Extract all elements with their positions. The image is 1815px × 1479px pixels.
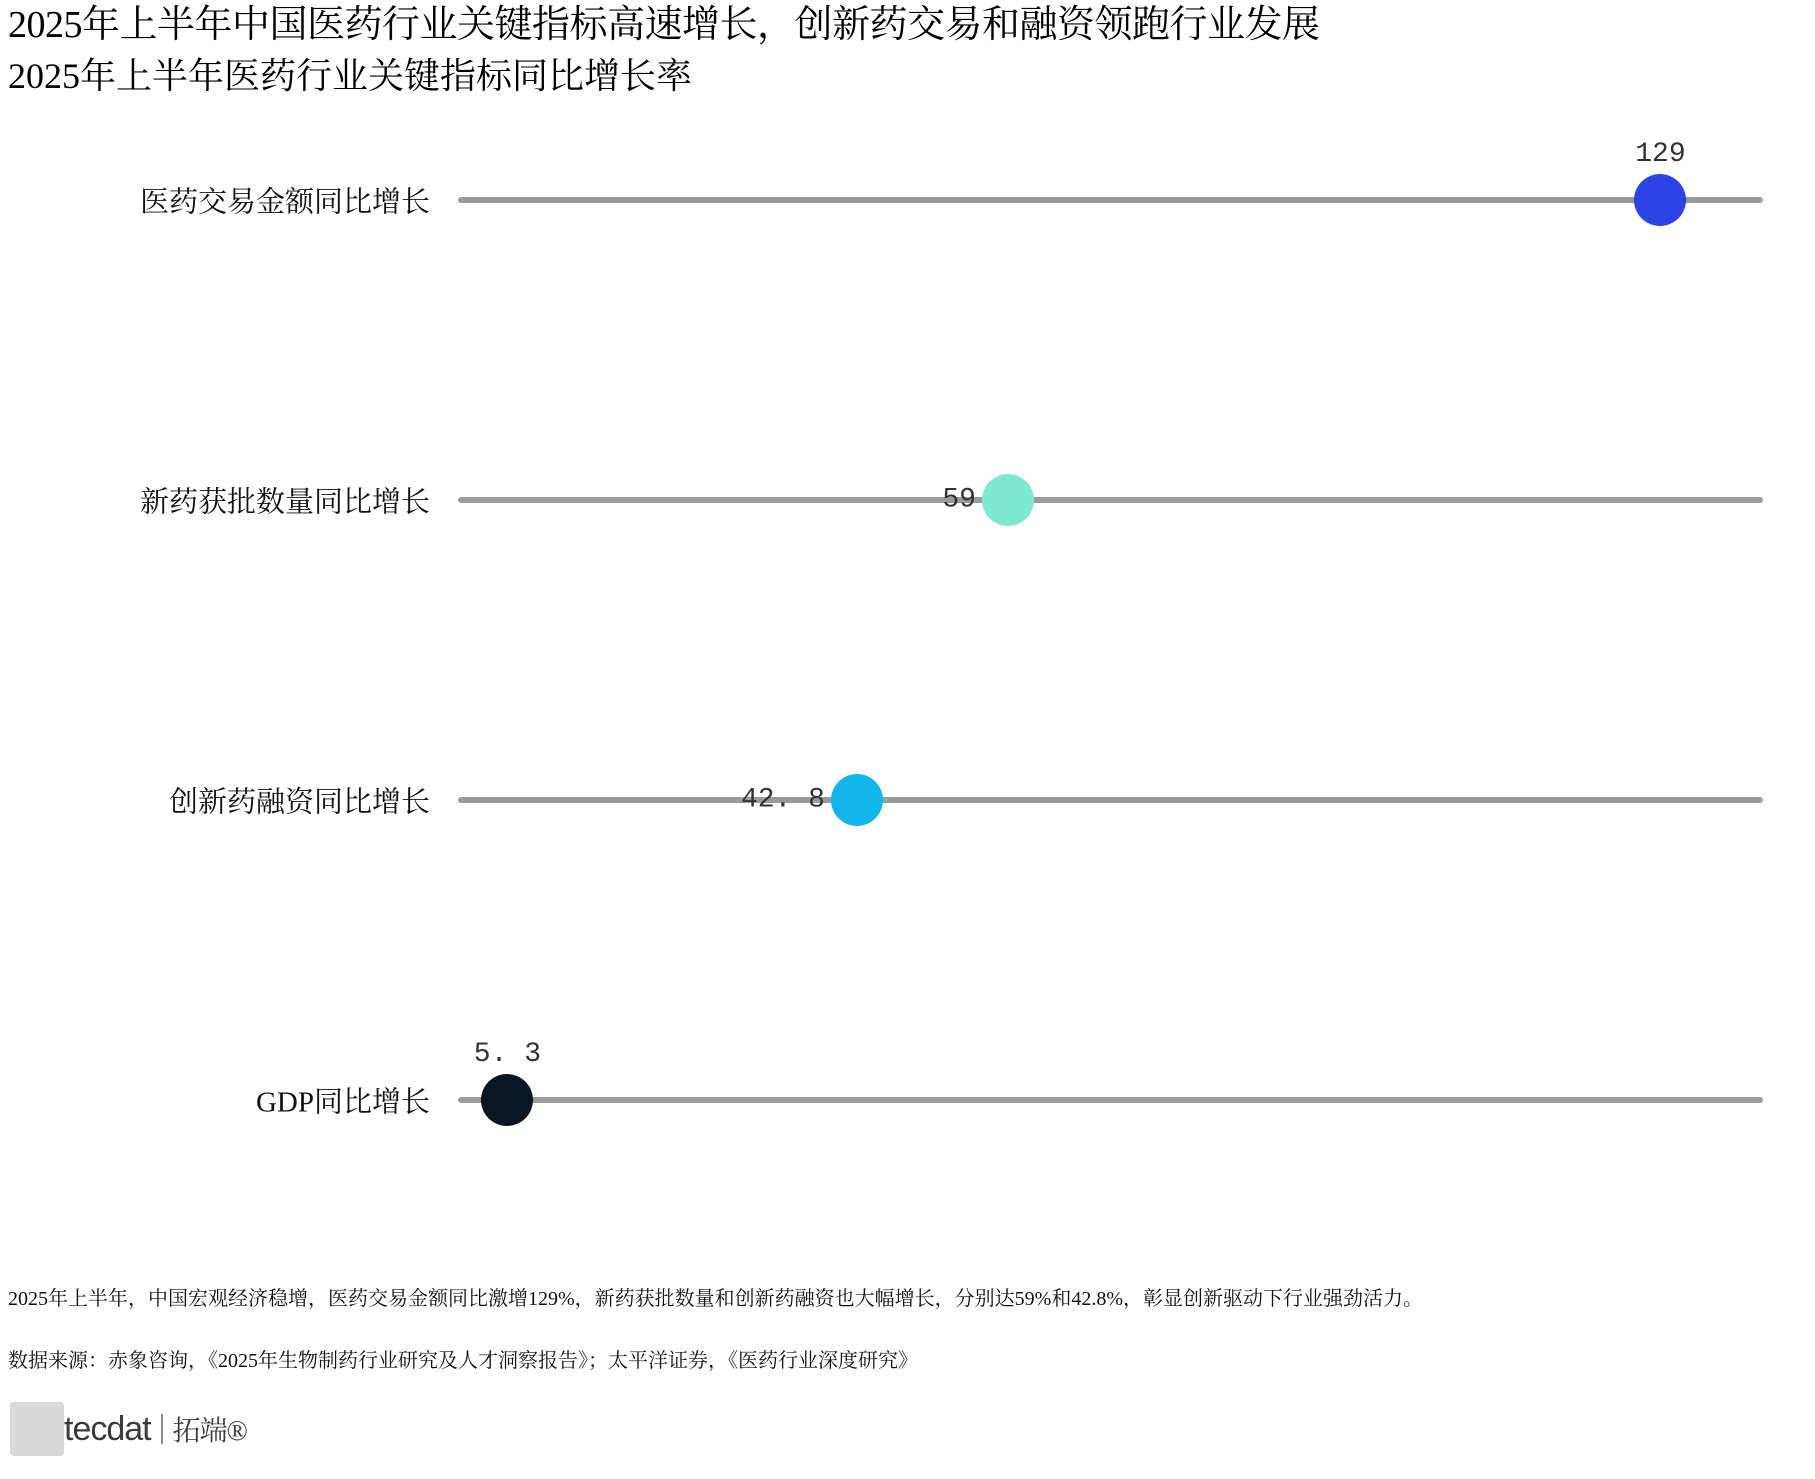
axis-track bbox=[458, 797, 1763, 803]
chart-row bbox=[0, 770, 1815, 830]
data-point-marker bbox=[982, 474, 1034, 526]
data-point-value: 59 bbox=[942, 484, 976, 516]
footnote-text: 2025年上半年，中国宏观经济稳增，医药交易金额同比激增129%，新药获批数量和创新药融资也大幅增长，分别达59%和42.8%，彰显创新驱动下行业强劲活力。 bbox=[8, 1288, 1423, 1310]
source-text: 数据来源：赤象咨询，《2025年生物制药行业研究及人才洞察报告》；太平洋证券，《医药行业深度研究》 bbox=[8, 1350, 918, 1372]
data-point-value: 5. 3 bbox=[473, 1039, 541, 1070]
axis-track bbox=[458, 197, 1763, 203]
data-point-marker bbox=[1634, 174, 1686, 226]
chart-title: 2025年上半年中国医药行业关键指标高速增长，创新药交易和融资领跑行业发展 bbox=[8, 4, 1320, 46]
category-label: 医药交易金额同比增长 bbox=[139, 186, 430, 219]
chart-subtitle: 2025年上半年医药行业关键指标同比增长率 bbox=[8, 56, 693, 96]
category-label: 创新药融资同比增长 bbox=[168, 786, 430, 819]
axis-track bbox=[458, 1097, 1763, 1103]
logo-name: tecdat bbox=[64, 1409, 151, 1448]
chart-row bbox=[0, 470, 1815, 530]
category-label: GDP同比增长 bbox=[255, 1086, 430, 1119]
data-point-marker bbox=[481, 1074, 533, 1126]
data-point-value: 129 bbox=[1635, 139, 1686, 170]
data-point-value: 42. 8 bbox=[740, 784, 825, 816]
category-label: 新药获批数量同比增长 bbox=[139, 486, 430, 519]
data-point-marker bbox=[831, 774, 883, 826]
chart-row bbox=[0, 139, 1815, 230]
logo-divider bbox=[161, 1414, 163, 1444]
axis-track bbox=[458, 497, 1763, 503]
logo-cn-name: 拓端® bbox=[172, 1416, 247, 1447]
plot-area bbox=[0, 110, 1815, 1270]
chart-row bbox=[0, 1039, 1815, 1130]
logo-wordmark bbox=[10, 1402, 247, 1456]
